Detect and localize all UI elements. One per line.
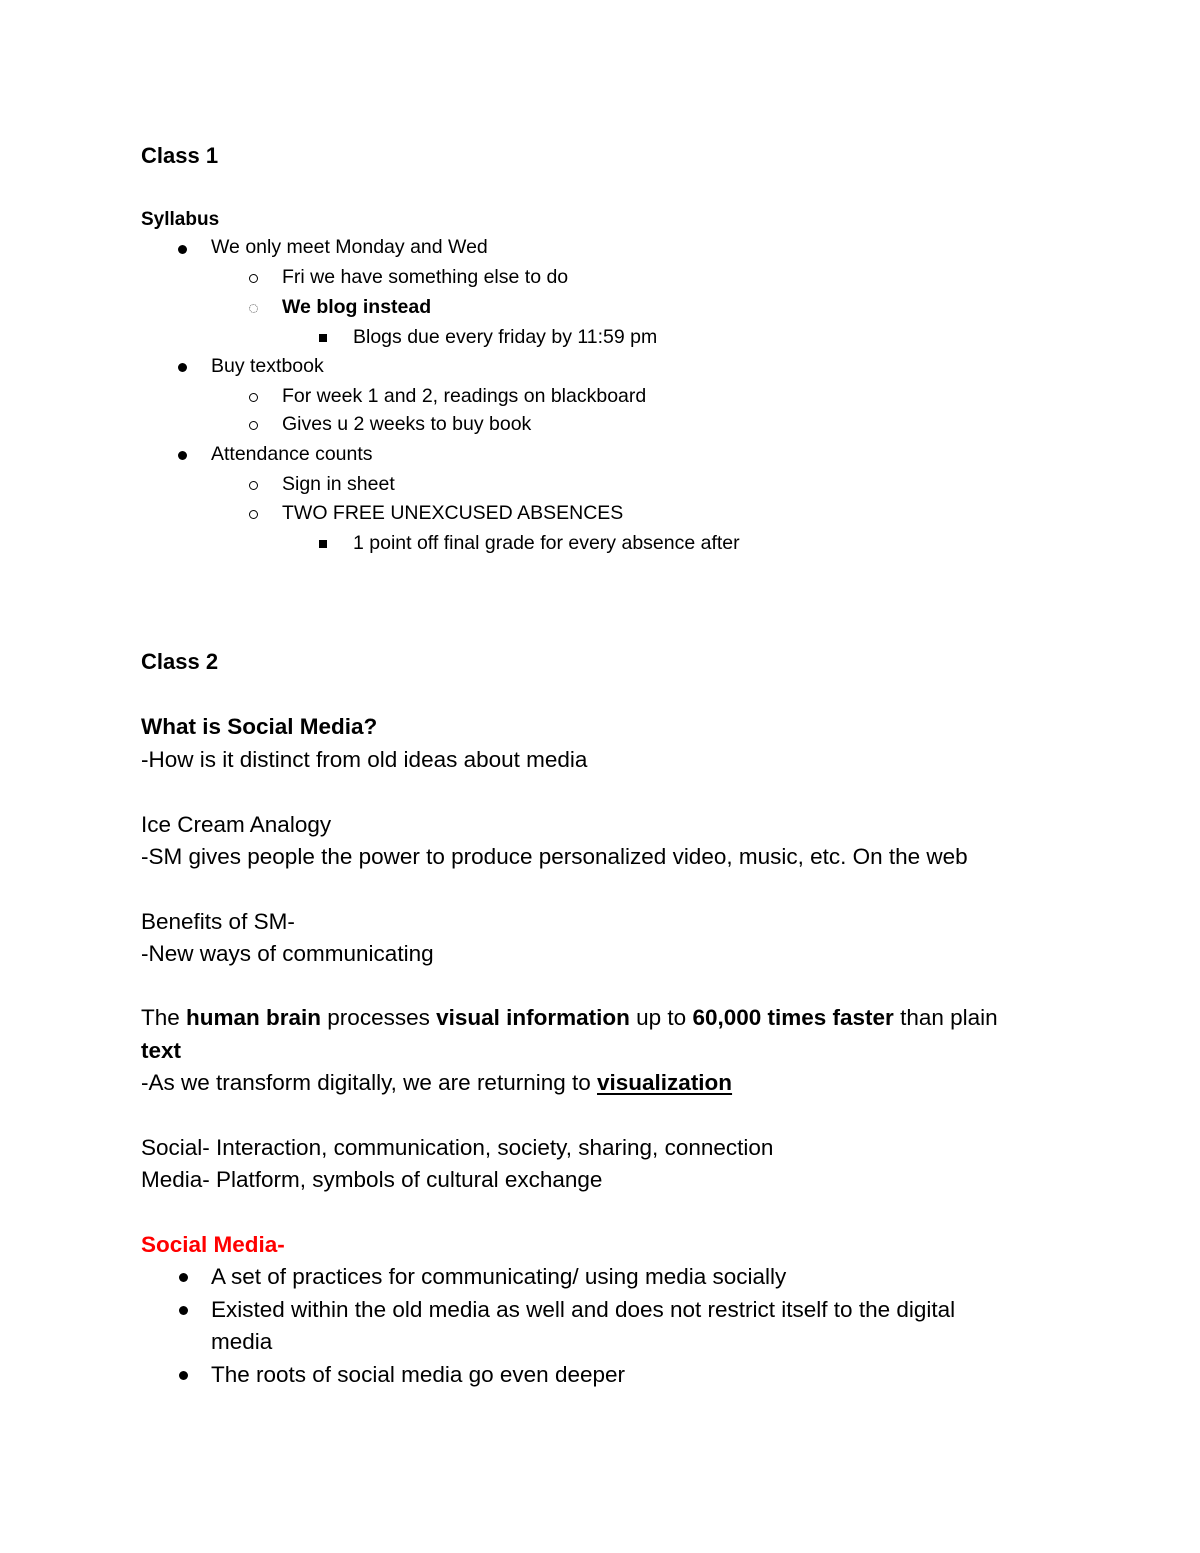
social-media-item: A set of practices for communicating/ using media socially	[211, 1264, 787, 1289]
transform-line	[141, 1072, 732, 1095]
syllabus-item: Buy textbook	[211, 355, 324, 377]
bullet-disc-icon	[178, 245, 187, 254]
bullet-circle-icon	[249, 510, 258, 519]
bullet-dotted-circle-icon	[249, 304, 258, 313]
syllabus-item: Blogs due every friday by 11:59 pm	[353, 326, 658, 348]
syllabus-heading: Syllabus	[141, 209, 220, 230]
brain-fact-text: than plain	[893, 1005, 998, 1030]
syllabus-item: We only meet Monday and Wed	[211, 236, 488, 258]
brain-fact-emphasis: visual information	[436, 1005, 630, 1030]
syllabus-item: For week 1 and 2, readings on blackboard	[282, 385, 647, 407]
social-media-item: Existed within the old media as well and does not restrict itself to the digital	[211, 1297, 956, 1322]
media-definition: Media- Platform, symbols of cultural exchange	[141, 1167, 603, 1192]
benefits-title: Benefits of SM-	[141, 909, 295, 934]
transform-text: -As we transform digitally, we are returning to	[141, 1070, 598, 1095]
bullet-circle-icon	[249, 274, 258, 283]
social-media-item-continuation: media	[211, 1329, 273, 1354]
social-definition: Social- Interaction, communication, society, sharing, connection	[141, 1135, 774, 1160]
syllabus-item: Fri we have something else to do	[282, 266, 569, 288]
question-note: -How is it distinct from old ideas about media	[141, 747, 588, 772]
syllabus-item: Gives u 2 weeks to buy book	[282, 413, 532, 435]
brain-fact-emphasis: 60,000 times faster	[692, 1005, 894, 1030]
bullet-circle-icon	[249, 421, 258, 430]
bullet-disc-icon	[178, 363, 187, 372]
brain-fact-emphasis: human brain	[186, 1005, 322, 1030]
bullet-square-icon	[319, 334, 327, 342]
brain-fact-continuation: text	[141, 1038, 182, 1063]
bullet-disc-icon	[178, 451, 187, 460]
benefits-note: -New ways of communicating	[141, 941, 434, 966]
syllabus-item: Sign in sheet	[282, 473, 395, 495]
bullet-square-icon	[319, 540, 327, 548]
brain-fact-text: processes	[321, 1005, 437, 1030]
syllabus-item-bold: We blog instead	[282, 296, 432, 318]
brain-fact-text: up to	[629, 1005, 693, 1030]
bullet-circle-icon	[249, 393, 258, 402]
visualization-emphasis: visualization	[597, 1070, 733, 1095]
syllabus-item: Attendance counts	[211, 443, 373, 465]
analogy-title: Ice Cream Analogy	[141, 812, 332, 837]
social-media-item: The roots of social media go even deeper	[211, 1362, 625, 1387]
bullet-circle-icon	[249, 481, 258, 490]
social-media-heading: Social Media-	[141, 1232, 285, 1257]
social-media-question-heading: What is Social Media?	[141, 714, 378, 739]
bullet-disc-icon	[179, 1273, 188, 1282]
bullet-disc-icon	[179, 1306, 188, 1315]
class-2-title: Class 2	[141, 649, 219, 674]
brain-fact-text: The	[141, 1005, 187, 1030]
brain-fact-line	[141, 1007, 998, 1030]
class-1-title: Class 1	[141, 143, 219, 168]
analogy-note: -SM gives people the power to produce personalized video, music, etc. On the web	[141, 844, 968, 869]
syllabus-item: 1 point off final grade for every absence after	[353, 532, 740, 554]
syllabus-item: TWO FREE UNEXCUSED ABSENCES	[282, 502, 624, 524]
bullet-disc-icon	[179, 1371, 188, 1380]
